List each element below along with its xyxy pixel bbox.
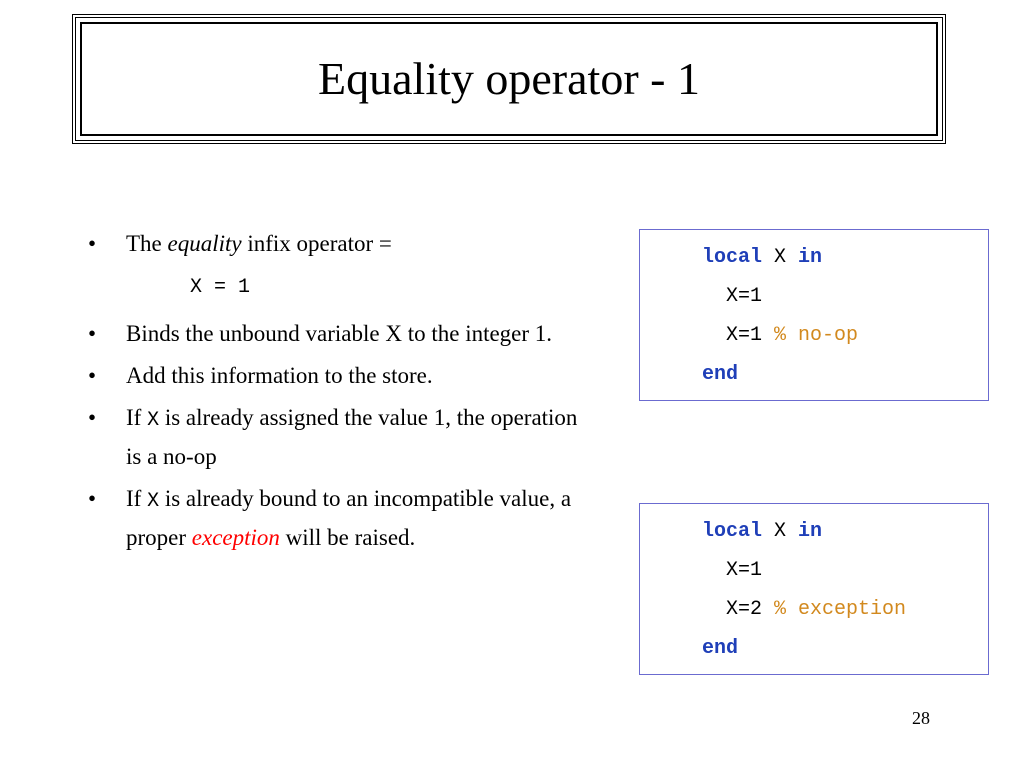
code-line — [702, 238, 988, 277]
bullet-store — [80, 358, 590, 394]
bullet-text-post: will be raised. — [279, 525, 416, 550]
code-keyword-end: end — [702, 363, 739, 386]
bullet-no-op — [80, 400, 590, 475]
code-keyword: in — [798, 520, 823, 543]
code-variable: X — [762, 246, 799, 269]
bullet-list — [80, 226, 590, 556]
code-line — [702, 316, 988, 355]
bullet-equality — [80, 226, 590, 262]
page-number: 28 — [912, 708, 930, 728]
code-block-no-op — [639, 229, 989, 401]
code-line: X=1 — [702, 285, 763, 308]
bullet-dot: • — [88, 363, 97, 388]
code-comment: % no-op — [774, 324, 859, 347]
bullet-text-pre: The — [126, 231, 168, 256]
code-comment: % exception — [774, 598, 907, 621]
bullet-code-x: X — [147, 409, 160, 432]
code-variable: X — [762, 520, 799, 543]
code-keyword: local — [702, 520, 763, 543]
code-keyword: in — [798, 246, 823, 269]
bullet-text-pre: If — [126, 405, 148, 430]
code-statement: X=1 — [702, 324, 775, 347]
code-line — [702, 512, 988, 551]
example-expression: X = 1 — [190, 276, 251, 299]
bullet-dot: • — [88, 321, 97, 346]
bullet-binds — [80, 316, 590, 352]
bullet-text-post: infix operator = — [241, 231, 392, 256]
bullet-dot: • — [88, 405, 97, 430]
bullet-text-mid: is already bound to an incompatible value, a proper — [126, 486, 572, 550]
title-frame-inner — [80, 22, 938, 136]
title-frame — [72, 14, 946, 144]
bullet-dot: • — [88, 231, 97, 256]
bullet-code-x: X — [147, 490, 160, 513]
bullet-emphasis-exception: exception — [191, 525, 280, 550]
code-keyword-end: end — [702, 637, 739, 660]
bullet-text-pre: If — [126, 486, 148, 511]
bullet-emphasis-equality: equality — [167, 231, 242, 256]
bullet-text-post: is already assigned the value 1, the operation is a no-op — [126, 405, 578, 469]
code-line — [702, 590, 988, 629]
code-statement: X=2 — [702, 598, 775, 621]
bullet-text: Binds the unbound variable X to the integer 1. — [126, 321, 553, 346]
code-block-exception — [639, 503, 989, 675]
bullet-dot: • — [88, 486, 97, 511]
bullet-text: Add this information to the store. — [126, 363, 433, 388]
code-keyword: local — [702, 246, 763, 269]
code-line: X=1 — [702, 559, 763, 582]
slide-title: Equality operator - 1 — [318, 53, 700, 104]
bullet-exception — [80, 481, 590, 556]
